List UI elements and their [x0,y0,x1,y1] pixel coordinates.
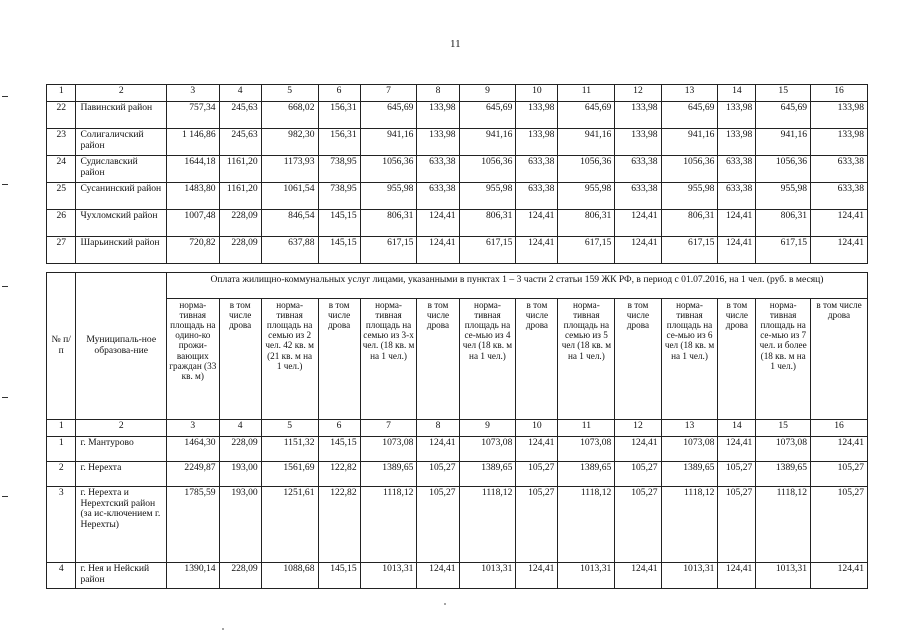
value-cell: 645,69 [661,102,718,129]
value-cell: 1561,69 [261,462,318,487]
norm-area-subheader: норма-тивная площадь на семью из 5 чел (18 кв. м на 1 чел.) [558,299,615,420]
value-cell: 633,38 [615,183,661,210]
firewood-subheader: в том числе дрова [417,299,459,420]
table-row [47,487,868,563]
value-cell: 124,41 [516,237,558,264]
value-cell: 738,95 [318,183,360,210]
value-cell: 806,31 [360,210,417,237]
value-cell: 245,63 [219,102,261,129]
column-number-cell: 2 [76,85,167,102]
column-number-cell: 7 [360,85,417,102]
value-cell: 1644,18 [166,156,219,183]
column-number-cell: 11 [558,420,615,437]
column-number-cell: 4 [219,420,261,437]
value-cell: 633,38 [516,156,558,183]
column-number-cell: 3 [166,420,219,437]
number-column-header: № п/п [47,273,76,420]
value-cell: 1389,65 [459,462,516,487]
value-cell: 124,41 [718,563,756,589]
value-cell: 124,41 [417,237,459,264]
value-cell: 757,34 [166,102,219,129]
municipality-name-cell: г. Нерехта [76,462,167,487]
value-cell: 1389,65 [558,462,615,487]
table-row [47,183,868,210]
value-cell: 1118,12 [756,487,811,563]
firewood-subheader: в том числе дрова [718,299,756,420]
value-cell: 124,41 [516,437,558,462]
column-number-cell: 5 [261,420,318,437]
value-cell: 245,63 [219,129,261,156]
scan-speck [222,628,224,630]
value-cell: 720,82 [166,237,219,264]
column-number-cell: 16 [811,85,868,102]
region-name-cell: Солигаличский район [76,129,167,156]
value-cell: 145,15 [318,210,360,237]
value-cell: 1013,31 [360,563,417,589]
value-cell: 122,82 [318,462,360,487]
value-cell: 156,31 [318,102,360,129]
value-cell: 105,27 [516,462,558,487]
value-cell: 124,41 [811,437,868,462]
value-cell: 1390,14 [166,563,219,589]
value-cell: 645,69 [756,102,811,129]
value-cell: 133,98 [718,102,756,129]
value-cell: 1056,36 [558,156,615,183]
norm-area-subheader: норма-тивная площадь на одино-ко прожи-вающих граждан (33 кв. м) [166,299,219,420]
value-cell: 2249,87 [166,462,219,487]
value-cell: 1013,31 [661,563,718,589]
column-number-cell: 3 [166,85,219,102]
value-cell: 1161,20 [219,156,261,183]
column-number-cell: 10 [516,420,558,437]
value-cell: 1056,36 [661,156,718,183]
value-cell: 637,88 [261,237,318,264]
value-cell: 105,27 [811,462,868,487]
column-number-cell: 9 [459,420,516,437]
column-number-cell: 1 [47,420,76,437]
value-cell: 1056,36 [459,156,516,183]
value-cell: 982,30 [261,129,318,156]
column-number-cell: 7 [360,420,417,437]
column-number-cell: 8 [417,420,459,437]
value-cell: 105,27 [718,462,756,487]
value-cell: 133,98 [516,102,558,129]
value-cell: 105,27 [516,487,558,563]
column-number-cell: 15 [756,420,811,437]
value-cell: 1118,12 [459,487,516,563]
value-cell: 122,82 [318,487,360,563]
value-cell: 1007,48 [166,210,219,237]
column-number-cell: 15 [756,85,811,102]
value-cell: 193,00 [219,487,261,563]
table-row [47,102,868,129]
column-number-cell: 2 [76,420,167,437]
column-number-cell: 10 [516,85,558,102]
value-cell: 633,38 [811,156,868,183]
column-number-cell: 16 [811,420,868,437]
margin-mark [2,184,8,185]
value-cell: 124,41 [516,563,558,589]
value-cell: 1013,31 [558,563,615,589]
value-cell: 1785,59 [166,487,219,563]
value-cell: 806,31 [661,210,718,237]
row-number-cell: 2 [47,462,76,487]
value-cell: 1161,20 [219,183,261,210]
region-name-cell: Чухломский район [76,210,167,237]
municipality-name-cell: г. Нея и Нейский район [76,563,167,589]
column-number-row [47,85,868,102]
value-cell: 1389,65 [661,462,718,487]
norm-area-subheader: норма-тивная площадь на семью из 2 чел. 42 кв. м (21 кв. м на 1 чел.) [261,299,318,420]
value-cell: 955,98 [558,183,615,210]
column-number-cell: 4 [219,85,261,102]
norm-area-subheader: норма-тивная площадь на се-мью из 7 чел. и более (18 кв. м на 1 чел.) [756,299,811,420]
value-cell: 105,27 [615,462,661,487]
norm-area-subheader: норма-тивная площадь на се-мью из 4 чел (18 кв. м на 1 чел.) [459,299,516,420]
value-cell: 1118,12 [360,487,417,563]
regions-table-continued [46,84,868,264]
value-cell: 617,15 [756,237,811,264]
margin-mark [2,286,8,287]
row-number-cell: 1 [47,437,76,462]
margin-mark [2,96,8,97]
value-cell: 1088,68 [261,563,318,589]
value-cell: 633,38 [811,183,868,210]
value-cell: 228,09 [219,210,261,237]
municipality-name-cell: г. Нерехта и Нерехтский район (за ис-ключением г. Нерехты) [76,487,167,563]
value-cell: 955,98 [756,183,811,210]
value-cell: 1061,54 [261,183,318,210]
column-number-cell: 12 [615,85,661,102]
value-cell: 1013,31 [459,563,516,589]
value-cell: 1151,32 [261,437,318,462]
value-cell: 156,31 [318,129,360,156]
column-number-cell: 14 [718,420,756,437]
value-cell: 1118,12 [558,487,615,563]
value-cell: 124,41 [718,437,756,462]
value-cell: 806,31 [459,210,516,237]
value-cell: 645,69 [360,102,417,129]
value-cell: 228,09 [219,237,261,264]
value-cell: 124,41 [417,210,459,237]
row-number-cell: 24 [47,156,76,183]
value-cell: 124,41 [811,210,868,237]
value-cell: 617,15 [661,237,718,264]
column-number-cell: 8 [417,85,459,102]
value-cell: 1056,36 [360,156,417,183]
row-number-cell: 4 [47,563,76,589]
table-row [47,237,868,264]
value-cell: 133,98 [811,102,868,129]
value-cell: 955,98 [459,183,516,210]
value-cell: 124,41 [417,563,459,589]
scan-speck [444,603,446,605]
value-cell: 1118,12 [661,487,718,563]
value-cell: 105,27 [718,487,756,563]
row-number-cell: 23 [47,129,76,156]
value-cell: 124,41 [811,237,868,264]
value-cell: 633,38 [417,183,459,210]
table-title: Оплата жилищно-коммунальных услуг лицами, указанными в пунктах 1 – 3 части 2 статьи 159 ЖК РФ, в период с 01.07.2016, на 1 чел. (руб. в месяц) [166,273,867,299]
table-row [47,129,868,156]
value-cell: 1389,65 [360,462,417,487]
subheader-row [47,299,868,420]
value-cell: 124,41 [615,563,661,589]
row-number-cell: 22 [47,102,76,129]
firewood-subheader: в том числе дрова [219,299,261,420]
region-name-cell: Сусанинский район [76,183,167,210]
value-cell: 645,69 [459,102,516,129]
margin-mark [2,397,8,398]
table-row [47,462,868,487]
column-number-cell: 1 [47,85,76,102]
value-cell: 105,27 [417,462,459,487]
value-cell: 633,38 [718,183,756,210]
value-cell: 1073,08 [756,437,811,462]
value-cell: 1464,30 [166,437,219,462]
column-number-cell: 13 [661,420,718,437]
row-number-cell: 3 [47,487,76,563]
page-number: 11 [450,38,461,50]
column-number-cell: 6 [318,85,360,102]
value-cell: 1173,93 [261,156,318,183]
value-cell: 941,16 [360,129,417,156]
margin-mark [2,496,8,497]
region-name-cell: Шарьинский район [76,237,167,264]
value-cell: 1389,65 [756,462,811,487]
value-cell: 941,16 [558,129,615,156]
region-name-cell: Павинский район [76,102,167,129]
column-number-cell: 14 [718,85,756,102]
row-number-cell: 25 [47,183,76,210]
value-cell: 1251,61 [261,487,318,563]
value-cell: 1 146,86 [166,129,219,156]
value-cell: 633,38 [615,156,661,183]
value-cell: 1013,31 [756,563,811,589]
value-cell: 133,98 [615,129,661,156]
firewood-subheader: в том числе дрова [615,299,661,420]
table-row [47,563,868,589]
value-cell: 955,98 [661,183,718,210]
value-cell: 105,27 [417,487,459,563]
value-cell: 193,00 [219,462,261,487]
firewood-subheader: в том числе дрова [811,299,868,420]
value-cell: 133,98 [718,129,756,156]
table-row [47,156,868,183]
value-cell: 668,02 [261,102,318,129]
value-cell: 645,69 [558,102,615,129]
value-cell: 846,54 [261,210,318,237]
value-cell: 133,98 [417,102,459,129]
municipalities-payment-table [46,272,868,589]
value-cell: 124,41 [417,437,459,462]
column-number-cell: 13 [661,85,718,102]
value-cell: 124,41 [718,210,756,237]
value-cell: 105,27 [811,487,868,563]
value-cell: 617,15 [360,237,417,264]
value-cell: 738,95 [318,156,360,183]
value-cell: 124,41 [615,237,661,264]
value-cell: 806,31 [558,210,615,237]
column-number-cell: 6 [318,420,360,437]
value-cell: 806,31 [756,210,811,237]
row-number-cell: 26 [47,210,76,237]
value-cell: 633,38 [516,183,558,210]
norm-area-subheader: норма-тивная площадь на семью из 3-х чел. (18 кв. м на 1 чел.) [360,299,417,420]
value-cell: 124,41 [615,437,661,462]
value-cell: 941,16 [459,129,516,156]
value-cell: 1073,08 [558,437,615,462]
value-cell: 124,41 [516,210,558,237]
value-cell: 133,98 [811,129,868,156]
firewood-subheader: в том числе дрова [318,299,360,420]
value-cell: 133,98 [417,129,459,156]
value-cell: 1073,08 [360,437,417,462]
column-number-cell: 11 [558,85,615,102]
value-cell: 124,41 [615,210,661,237]
column-number-cell: 9 [459,85,516,102]
value-cell: 1483,80 [166,183,219,210]
value-cell: 1073,08 [459,437,516,462]
value-cell: 145,15 [318,237,360,264]
norm-area-subheader: норма-тивная площадь на се-мью из 6 чел (18 кв. м на 1 чел.) [661,299,718,420]
table-row [47,437,868,462]
value-cell: 633,38 [718,156,756,183]
municipality-column-header: Муниципаль-ное образова-ние [76,273,167,420]
value-cell: 1073,08 [661,437,718,462]
value-cell: 124,41 [811,563,868,589]
value-cell: 133,98 [615,102,661,129]
table-row [47,210,868,237]
value-cell: 955,98 [360,183,417,210]
value-cell: 941,16 [756,129,811,156]
column-number-cell: 5 [261,85,318,102]
value-cell: 228,09 [219,563,261,589]
municipality-name-cell: г. Мантурово [76,437,167,462]
value-cell: 133,98 [516,129,558,156]
value-cell: 633,38 [417,156,459,183]
column-number-row [47,420,868,437]
value-cell: 617,15 [459,237,516,264]
value-cell: 1056,36 [756,156,811,183]
value-cell: 145,15 [318,563,360,589]
value-cell: 145,15 [318,437,360,462]
firewood-subheader: в том числе дрова [516,299,558,420]
value-cell: 228,09 [219,437,261,462]
value-cell: 124,41 [718,237,756,264]
column-number-cell: 12 [615,420,661,437]
value-cell: 617,15 [558,237,615,264]
value-cell: 105,27 [615,487,661,563]
row-number-cell: 27 [47,237,76,264]
value-cell: 941,16 [661,129,718,156]
region-name-cell: Судиславский район [76,156,167,183]
